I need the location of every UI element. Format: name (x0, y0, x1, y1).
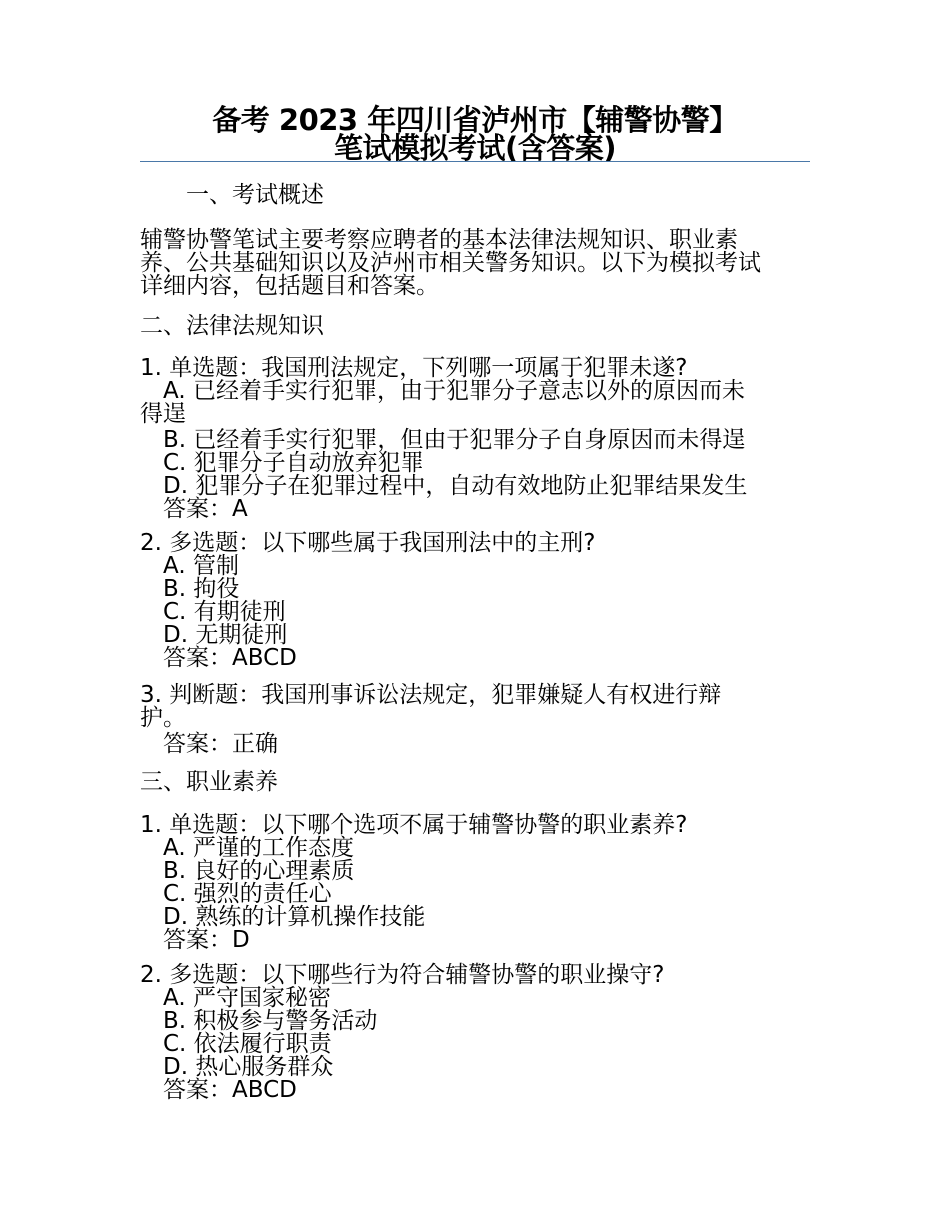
option-c: C. 有期徒刑 (163, 599, 286, 625)
option-a: A. 严守国家秘密 (163, 985, 331, 1011)
option-a: A. 严谨的工作态度 (163, 835, 354, 861)
answer: 答案：ABCD (163, 645, 297, 671)
option-c: C. 强烈的责任心 (163, 881, 332, 907)
intro-line-3: 详细内容，包括题目和答案。 (140, 273, 439, 299)
law-section-heading: 二、法律法规知识 (140, 313, 324, 339)
intro-paragraph (140, 229, 820, 298)
document-title (140, 103, 810, 165)
ethics-question-2 (140, 964, 820, 1102)
question-stem-line-1: 3. 判断题：我国刑事诉讼法规定，犯罪嫌疑人有权进行辩 (140, 682, 722, 708)
law-question-2 (140, 532, 820, 670)
option-b: B. 积极参与警务活动 (163, 1008, 378, 1034)
law-question-3 (140, 684, 820, 756)
question-stem: 2. 多选题：以下哪些行为符合辅警协警的职业操守? (140, 962, 665, 988)
option-d: D. 无期徒刑 (163, 622, 288, 648)
ethics-section-heading: 三、职业素养 (140, 769, 278, 795)
option-d: D. 熟练的计算机操作技能 (163, 904, 426, 930)
option-d: D. 热心服务群众 (163, 1054, 334, 1080)
option-a: A. 管制 (163, 553, 239, 579)
question-stem-line-2: 护。 (140, 705, 186, 731)
question-stem: 1. 单选题：以下哪个选项不属于辅警协警的职业素养? (140, 812, 688, 838)
option-a-line-1: A. 已经着手实行犯罪，由于犯罪分子意志以外的原因而未 (163, 378, 745, 404)
title-line-1: 备考 2023 年四川省泸州市【辅警协警】 (212, 103, 738, 137)
answer: 答案：正确 (163, 731, 278, 757)
option-a-line-2: 得逞 (140, 401, 186, 427)
answer: 答案：D (163, 927, 250, 953)
option-b: B. 已经着手实行犯罪，但由于犯罪分子自身原因而未得逞 (163, 427, 746, 453)
law-question-1 (140, 357, 820, 521)
ethics-question-1 (140, 814, 820, 952)
intro-line-1: 辅警协警笔试主要考察应聘者的基本法律法规知识、职业素 (140, 227, 738, 253)
overview-heading: 一、考试概述 (186, 182, 324, 208)
answer: 答案：ABCD (163, 1077, 297, 1103)
question-stem: 1. 单选题：我国刑法规定，下列哪一项属于犯罪未遂? (140, 355, 688, 381)
option-c: C. 犯罪分子自动放弃犯罪 (163, 450, 424, 476)
title-divider (140, 161, 810, 162)
option-c: C. 依法履行职责 (163, 1031, 332, 1057)
question-stem: 2. 多选题：以下哪些属于我国刑法中的主刑? (140, 530, 596, 556)
option-b: B. 拘役 (163, 576, 240, 602)
option-b: B. 良好的心理素质 (163, 858, 355, 884)
option-d: D. 犯罪分子在犯罪过程中，自动有效地防止犯罪结果发生 (163, 473, 748, 499)
title-line-2: 笔试模拟考试(含答案) (333, 131, 616, 165)
answer: 答案：A (163, 496, 248, 522)
intro-line-2: 养、公共基础知识以及泸州市相关警务知识。以下为模拟考试 (140, 250, 761, 276)
